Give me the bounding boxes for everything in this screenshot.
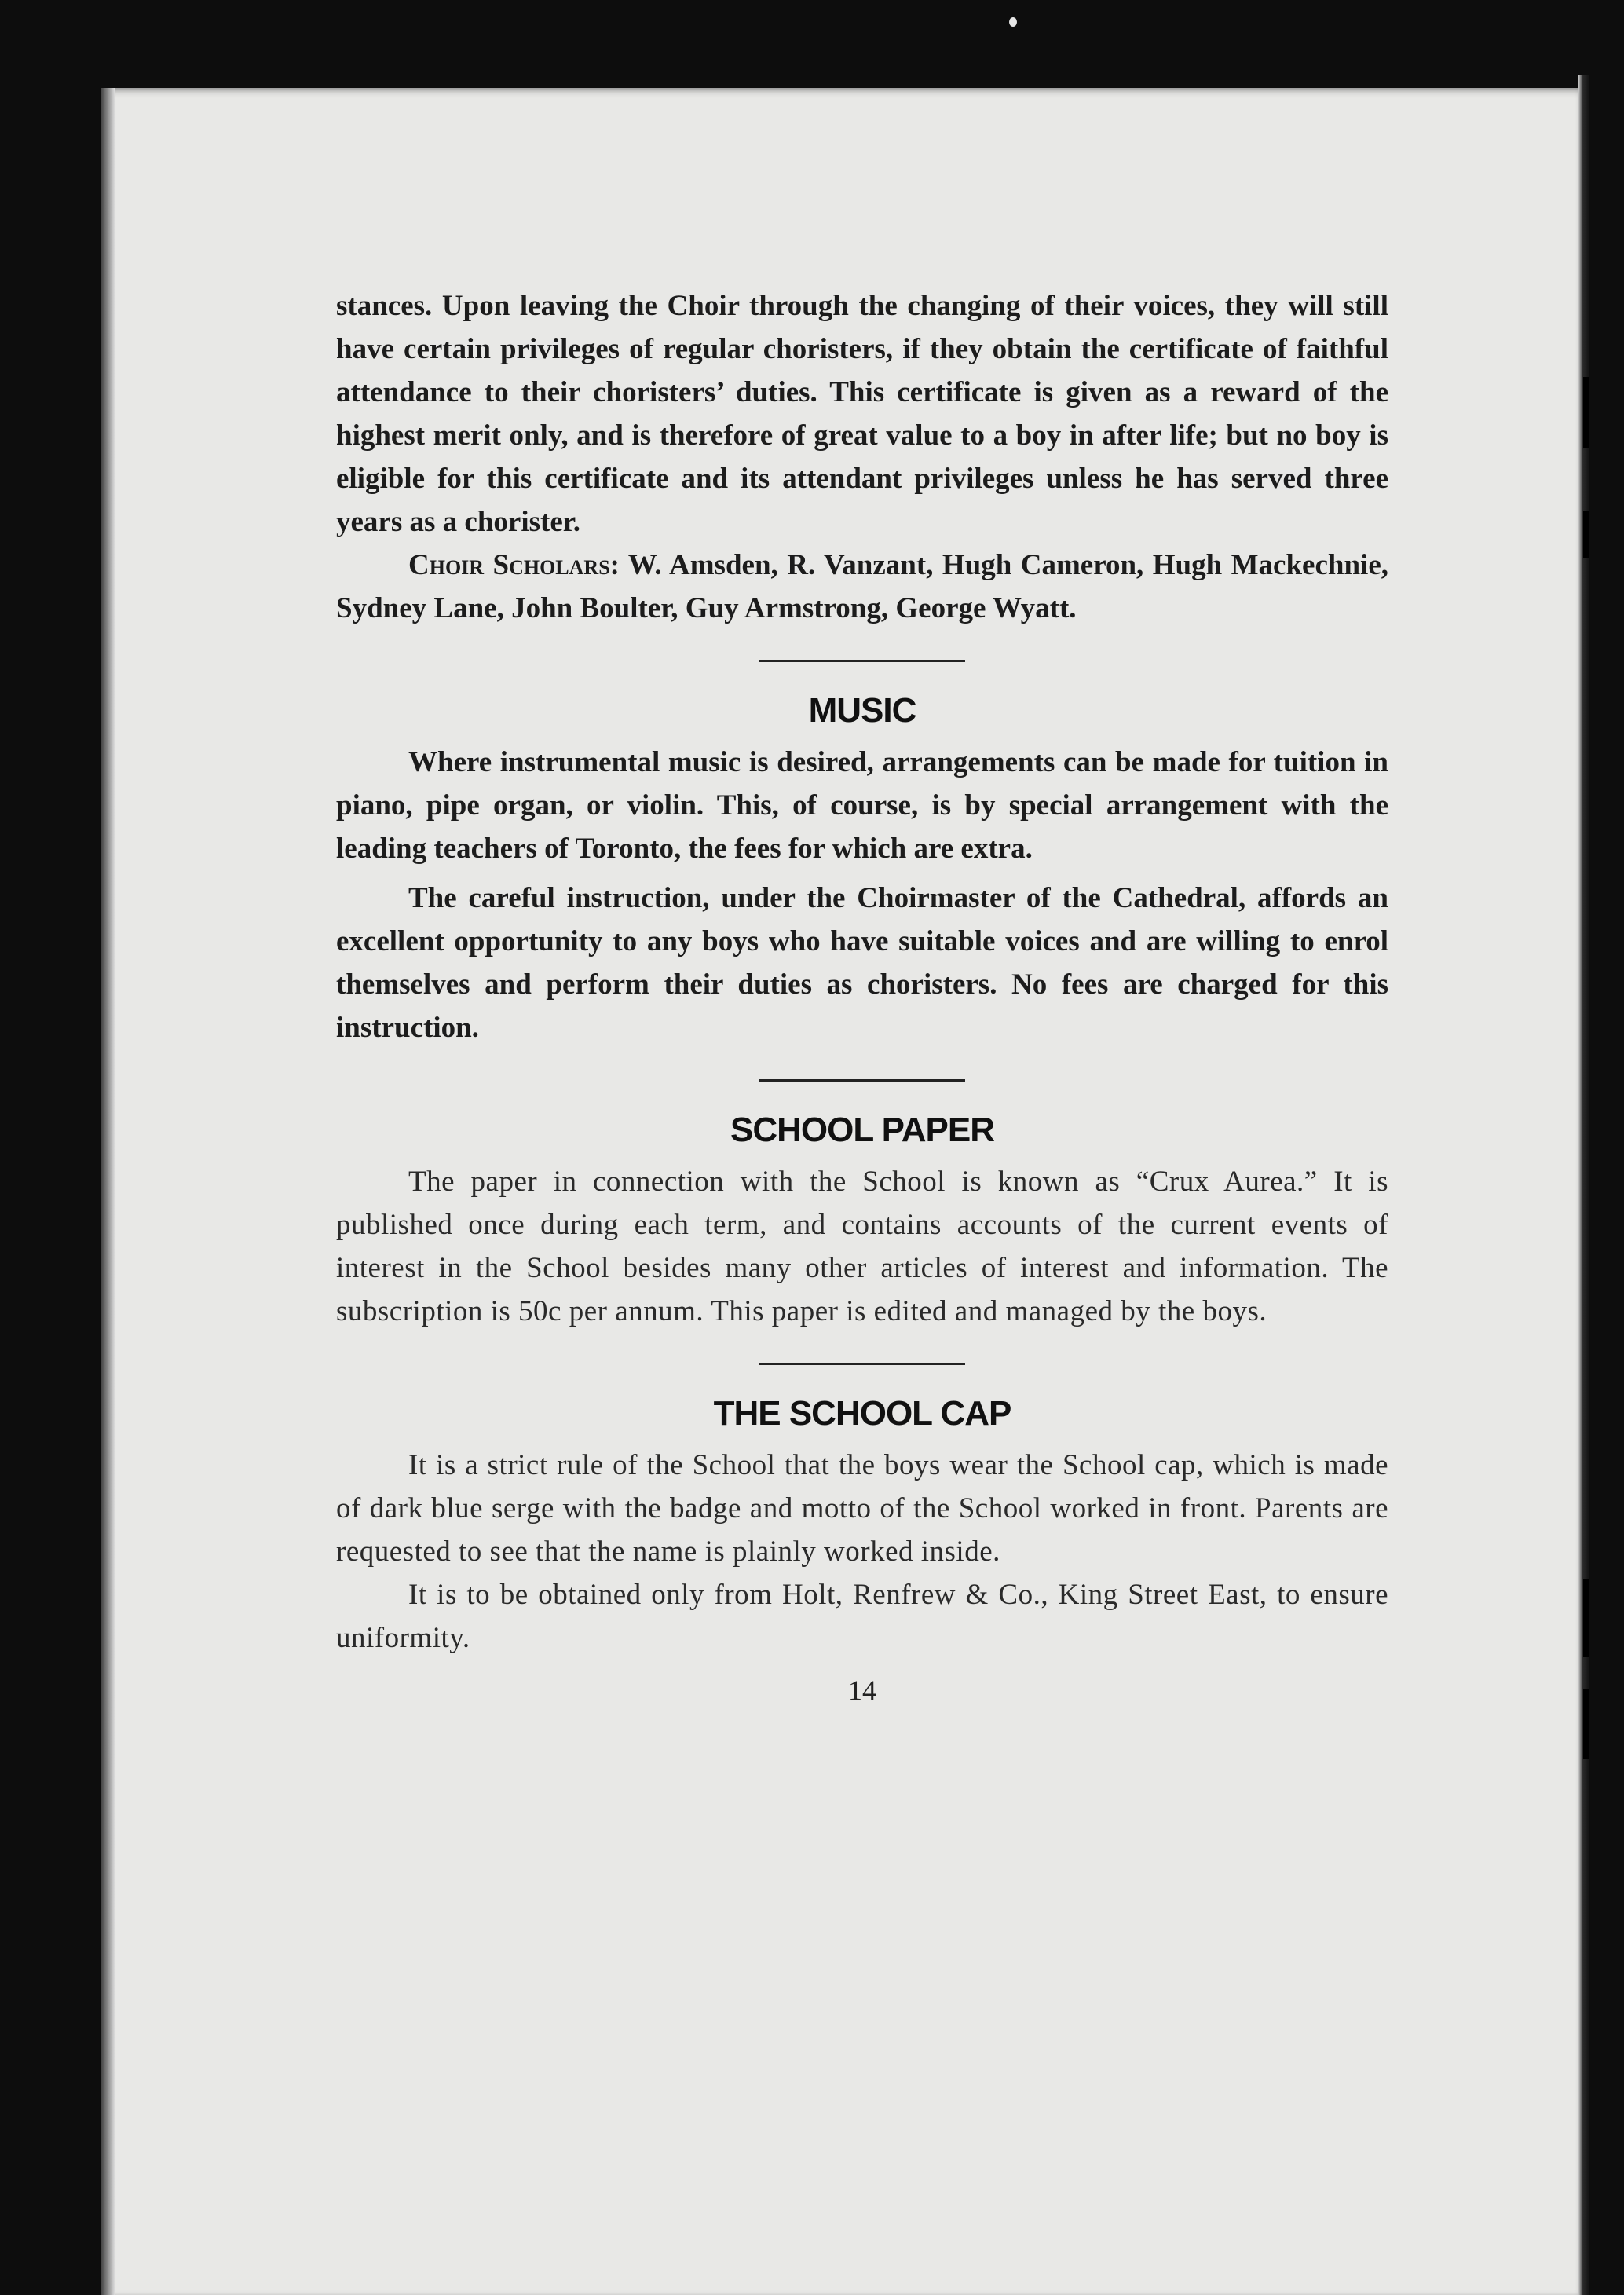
music-heading: MUSIC (808, 691, 916, 730)
choir-scholars-paragraph (336, 544, 1388, 630)
music-paragraph-2: The careful instruction, under the Choirmaster of the Cathedral, affords an excellent opportunity to any boys who have suitable voices and are willing to enrol themselves and perform their duties as choristers. No fees are charged for this instruction. (336, 882, 1388, 1044)
intro-paragraph: stances. Upon leaving the Choir through the changing of their voices, they will still have certain privileges of regular choristers, if they obtain the certificate of faithful attendance to their choristers’ duties. This certificate is given as a reward of the highest merit only, and is therefore of great value to a boy in after life; but no boy is eligible for this certificate and its attendant privileges unless he has served three years as a chorister. (336, 290, 1388, 538)
choir-scholars-names: W. Amsden, R. Vanzant, Hugh Cameron, Hugh Mackechnie, Sydney Lane, John Boulter, Guy Armstrong, George Wyatt. (336, 549, 1388, 624)
page-number: 14 (848, 1675, 876, 1706)
scan-mark (1009, 17, 1017, 27)
school-cap-paragraph-1: It is a strict rule of the School that the boys wear the School cap, which is made of dark blue serge with the badge and motto of the School worked in front. Parents are requested to see that the name is plainly worked inside. (336, 1449, 1388, 1568)
page-left-edge (101, 88, 115, 2295)
section-divider (759, 1079, 965, 1082)
school-paper-heading: SCHOOL PAPER (730, 1111, 994, 1149)
page-content (336, 284, 1388, 1712)
binding-mark (1583, 377, 1589, 448)
school-cap-paragraph-2: It is to be obtained only from Holt, Renfrew & Co., King Street East, to ensure uniformity. (336, 1579, 1388, 1654)
choir-scholars-label: Choir Scholars: (408, 549, 620, 581)
section-divider (759, 660, 965, 662)
school-cap-heading: THE SCHOOL CAP (713, 1394, 1011, 1433)
music-paragraph-1: Where instrumental music is desired, arrangements can be made for tuition in piano, pipe organ, or violin. This, of course, is by special arrangement with the leading teachers of Toronto, the fees for which are extra. (336, 746, 1388, 865)
school-paper-paragraph: The paper in connection with the School is known as “Crux Aurea.” It is published once during each term, and contains accounts of the current events of interest in the School besides many other articles of interest and information. The subscription is 50c per annum. This paper is edited and managed by the boys. (336, 1166, 1388, 1327)
binding-mark (1583, 511, 1589, 558)
binding-mark (1583, 1579, 1589, 1657)
section-divider (759, 1363, 965, 1365)
binding-mark (1583, 1689, 1589, 1759)
